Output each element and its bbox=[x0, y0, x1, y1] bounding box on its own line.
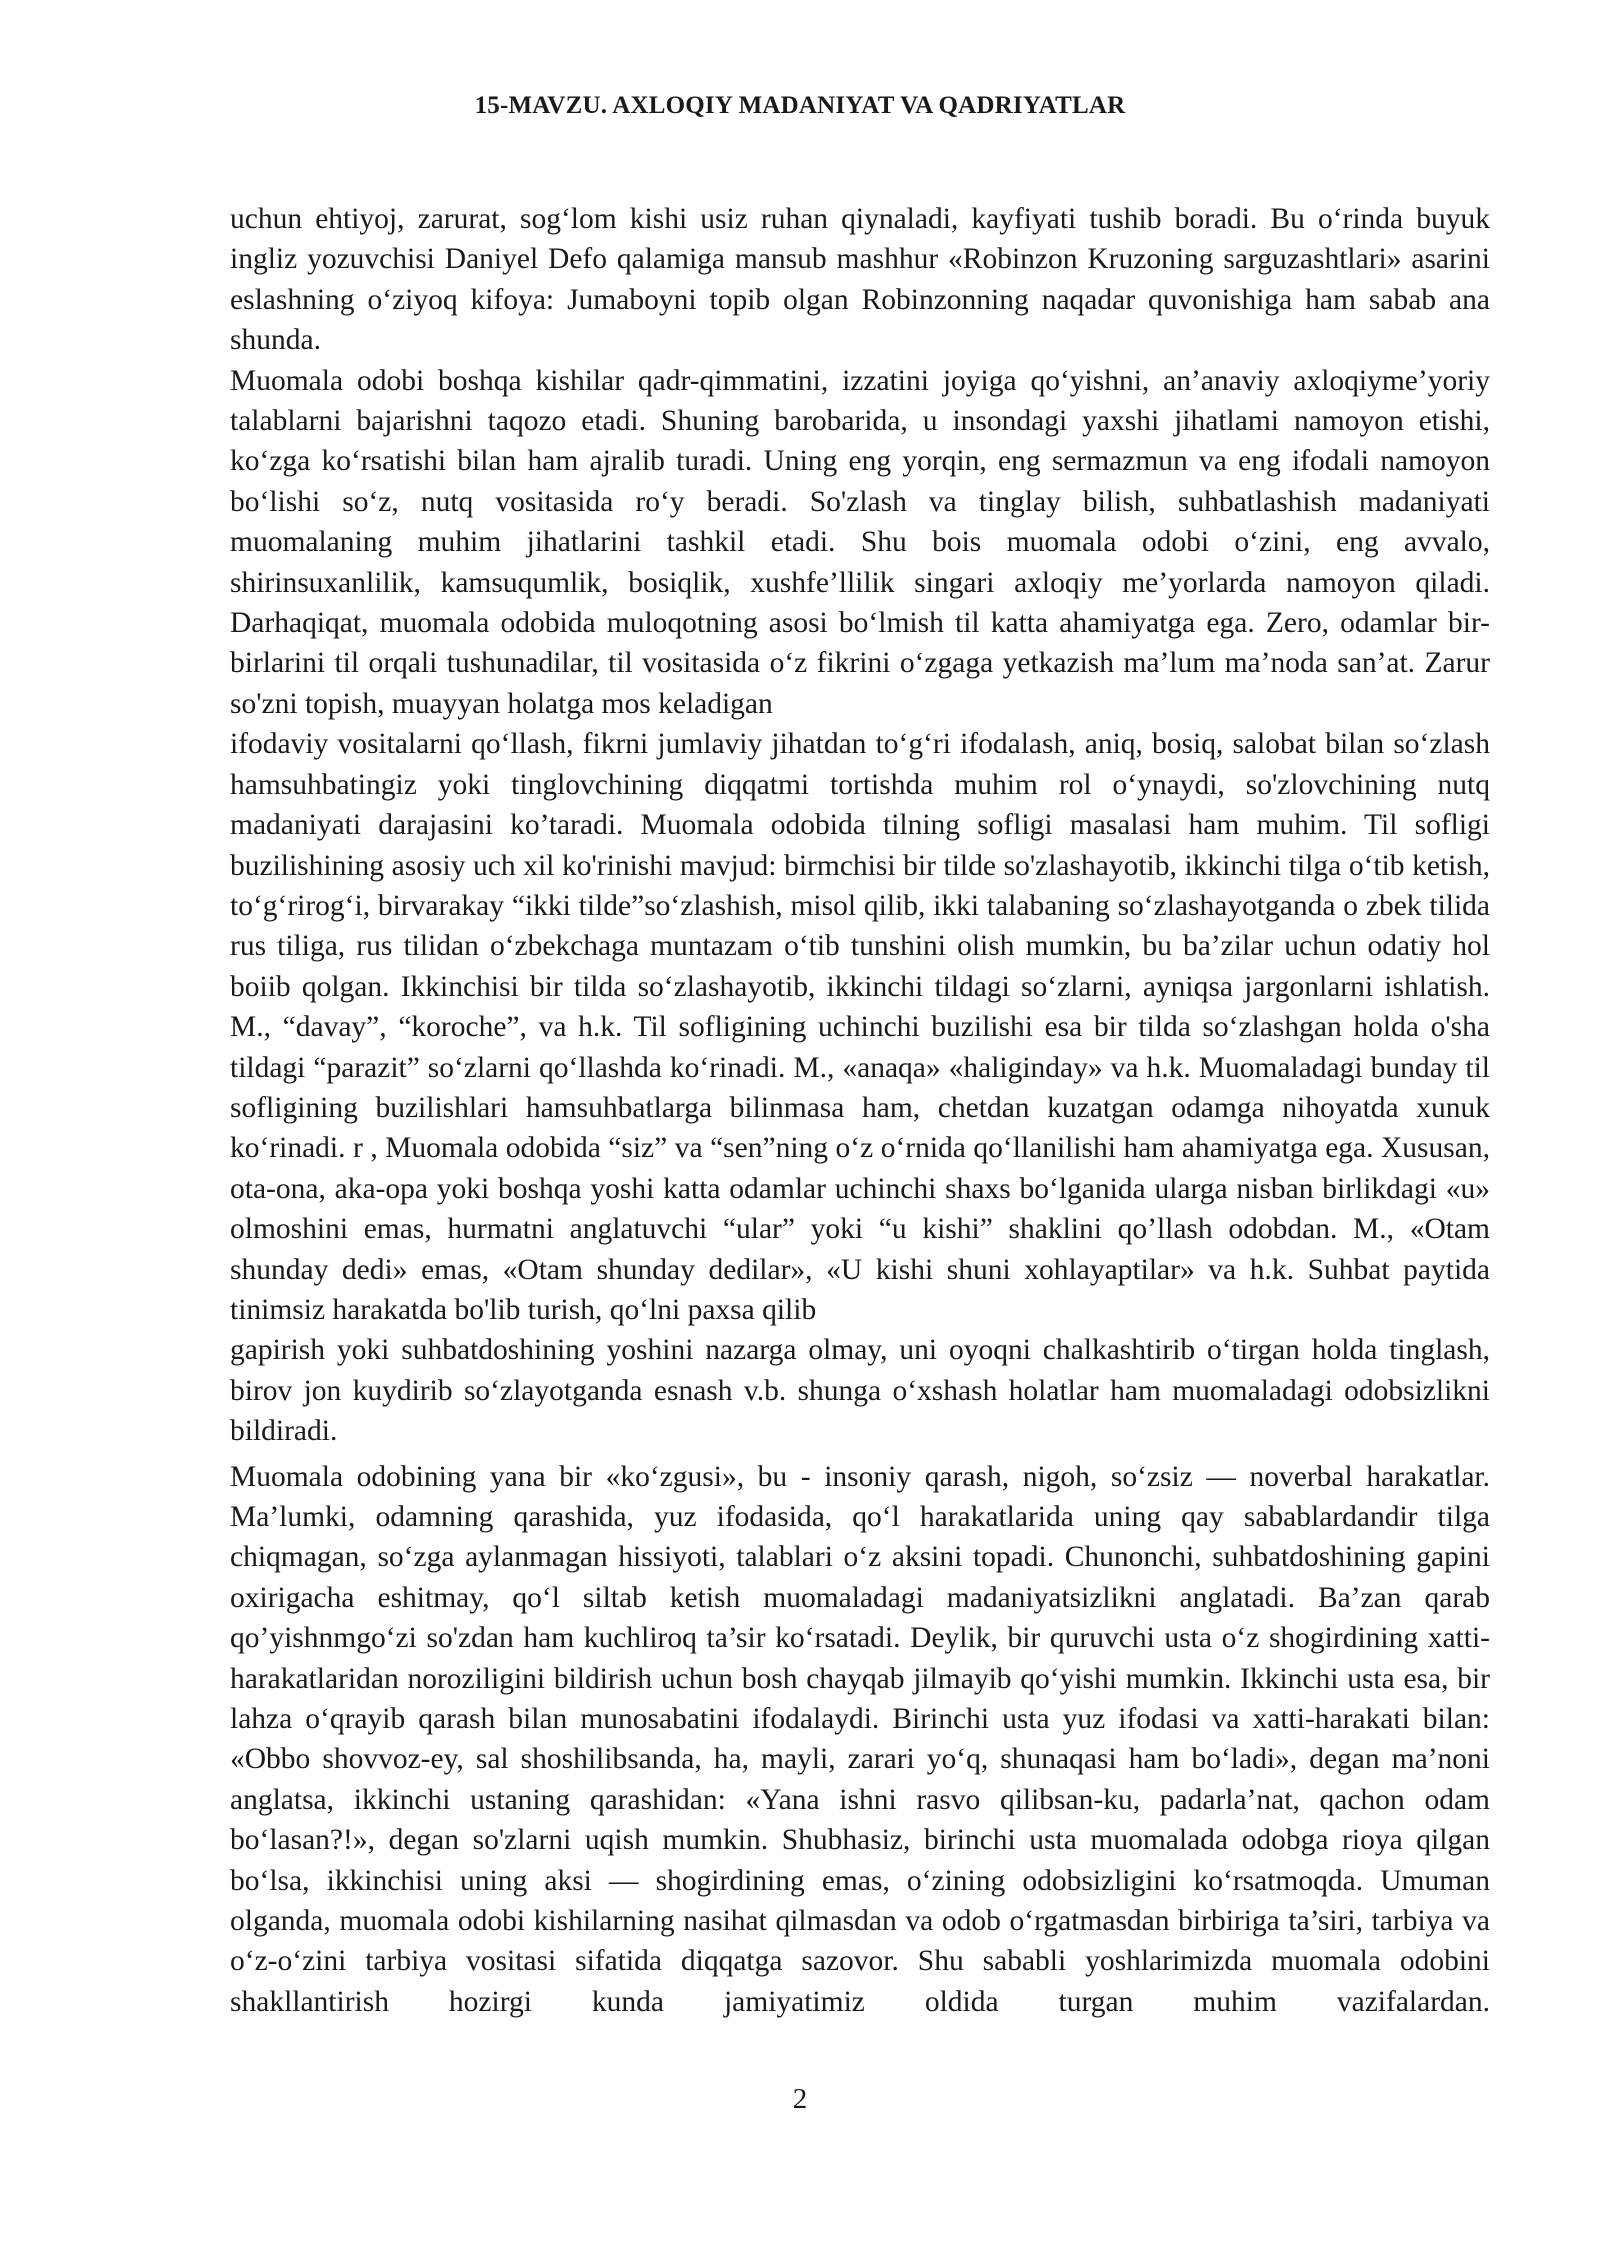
running-header-title: 15-MAVZU. AXLOQIY MADANIYAT VA QADRIYATLAR bbox=[474, 92, 1126, 119]
paragraph-noverbal: Muomala odobining yana bir «ko‘zgusi», bu - insoniy qarash, nigoh, so‘zsiz — noverbal harakatlar. Ma’lumki, odamning qarashida, yuz ifodasida, qo‘l harakatlarida uning qay sabablardandir tilga chiqmagan, so‘zga aylanmagan hissiyoti, talablari o‘z aksini topadi. Chunonchi, suhbatdoshining gapini oxirigacha eshitmay, qo‘l siltab ketish muomaladagi madaniyatsizlikni anglatadi. Ba’zan qarab qo’yishnmgo‘zi so'zdan ham kuchliroq ta’sir ko‘rsatadi. Deylik, bir quruvchi usta o‘z shogirdining xatti-harakatlaridan noroziligini bildirish uchun bosh chayqab jilmayib qo‘yishi mumkin. Ikkinchi usta esa, bir lahza o‘qrayib qarash bilan munosabatini ifodalaydi. Birinchi usta yuz ifodasi va xatti-harakati bilan: «Obbo shovvoz-ey, sal shoshilibsanda, ha, mayli, zarari yo‘q, shunaqasi ham bo‘ladi», degan ma’noni anglatsa, ikkinchi ustaning qarashidan: «Yana ishni rasvo qilibsan-ku, padarla’nat, qachon odam bo‘lasan?!», degan so'zlarni uqish mumkin. Shubhasiz, birinchi usta muomalada odobga rioya qilgan bo‘lsa, ikkinchisi uning aksi — shogirdining emas, o‘zining odobsizligini ko‘rsatmoqda. Umuman olganda, muomala odobi kishilarning nasihat qilmasdan va odob o‘rgatmasdan birbiriga ta’siri, tarbiya va o‘z-o‘zini tarbiya vositasi sifatida diqqatga sazovor. Shu sababli yoshlarimizda muomala odobini shakllantirish hozirgi kunda jamiyatimiz oldida turgan muhim vazifalardan. bbox=[230, 1460, 1490, 2018]
body-text bbox=[230, 199, 1490, 2022]
paragraph-odobsizlik: gapirish yoki suhbatdoshining yoshini nazarga olmay, uni oyoqni chalkashtirib o‘tirgan holda tinglash, birov jon kuydirib so‘zlayotganda esnash v.b. shunga o‘xshash holatlar ham muomaladagi odobsizlikni bildiradi. bbox=[230, 1334, 1490, 1448]
paragraph-robinzon: uchun ehtiyoj, zarurat, sog‘lom kishi usiz ruhan qiynaladi, kayfiyati tushib boradi. Bu o‘rinda buyuk ingliz yozuvchisi Daniyel Defo qalamiga mansub mashhur «Robinzon Kruzoning sarguzashtlari» asarini eslashning o‘ziyoq kifoya: Jumaboyni topib olgan Robinzonning naqadar quvonishiga ham sabab ana shunda. bbox=[230, 203, 1490, 357]
paragraph-muomala-odobi: Muomala odobi boshqa kishilar qadr-qimmatini, izzatini joyiga qo‘yishni, an’anaviy axloqiyme’yoriy talablarni bajarishni taqozo etadi. Shuning barobarida, u insondagi yaxshi jihatlami namoyon etishi, ko‘zga ko‘rsatishi bilan ham ajralib turadi. Uning eng yorqin, eng sermazmun va eng ifodali namoyon bo‘lishi so‘z, nutq vositasida ro‘y beradi. So'zlash va tinglay bilish, suhbatlashish madaniyati muomalaning muhim jihatlarini tashkil etadi. Shu bois muomala odobi o‘zini, eng avvalo, shirinsuxanlilik, kamsuqumlik, bosiqlik, xushfe’llilik singari axloqiy me’yorlarda namoyon qiladi. Darhaqiqat, muomala odobida muloqotning asosi bo‘lmish til katta ahamiyatga ega. Zero, odamlar bir-birlarini til orqali tushunadilar, til vositasida o‘z fikrini o‘zgaga yetkazish ma’lum ma’noda san’at. Zarur so'zni topish, muayyan holatga mos keladigan bbox=[230, 364, 1490, 720]
paragraph-til-sofligi: ifodaviy vositalarni qo‘llash, fikrni jumlaviy jihatdan to‘g‘ri ifodalash, aniq, bosiq, salobat bilan so‘zlash hamsuhbatingiz yoki tinglovchining diqqatmi tortishda muhim rol o‘ynaydi, so'zlovchining nutq madaniyati darajasini ko’taradi. Muomala odobida tilning sofligi masalasi ham muhim. Til sofligi buzilishining asosiy uch xil ko'rinishi mavjud: birmchisi bir tilde so'zlashayotib, ikkinchi tilga o‘tib ketish, to‘g‘rirog‘i, birvarakay “ikki tilde”so‘zlashish, misol qilib, ikki talabaning so‘zlashayotganda o zbek tilida rus tiliga, rus tilidan o‘zbekchaga muntazam o‘tib tunshini olish mumkin, bu ba’zilar uchun odatiy hol boiib qolgan. Ikkinchisi bir tilda so‘zlashayotib, ikkinchi tildagi so‘zlarni, ayniqsa jargonlarni ishlatish. M., “davay”, “koroche”, va h.k. Til sofligining uchinchi buzilishi esa bir tilda so‘zlashgan holda o'sha tildagi “parazit” so‘zlarni qo‘llashda ko‘rinadi. M., «anaqa» «haliginday» va h.k. Muomaladagi bunday til sofligining buzilishlari hamsuhbatlarga bilinmasa ham, chetdan kuzatgan odamga nihoyatda xunuk ko‘rinadi. r , Muomala odobida “siz” va “sen”ning o‘z o‘rnida qo‘llanilishi ham ahamiyatga ega. Xususan, ota-ona, aka-opa yoki boshqa yoshi katta odamlar uchinchi shaxs bo‘lganida ularga nisban birlikdagi «u» olmoshini emas, hurmatni anglatuvchi “ular” yoki “u kishi” shaklini qo’llash odobdan. M., «Otam shunday dedi» emas, «Otam shunday dedilar», «U kishi shuni xohlayaptilar» va h.k. Suhbat paytida tinimsiz harakatda bo'lib turish, qo‘lni paxsa qilib bbox=[230, 728, 1490, 1326]
page-number: 2 bbox=[792, 2083, 808, 2115]
